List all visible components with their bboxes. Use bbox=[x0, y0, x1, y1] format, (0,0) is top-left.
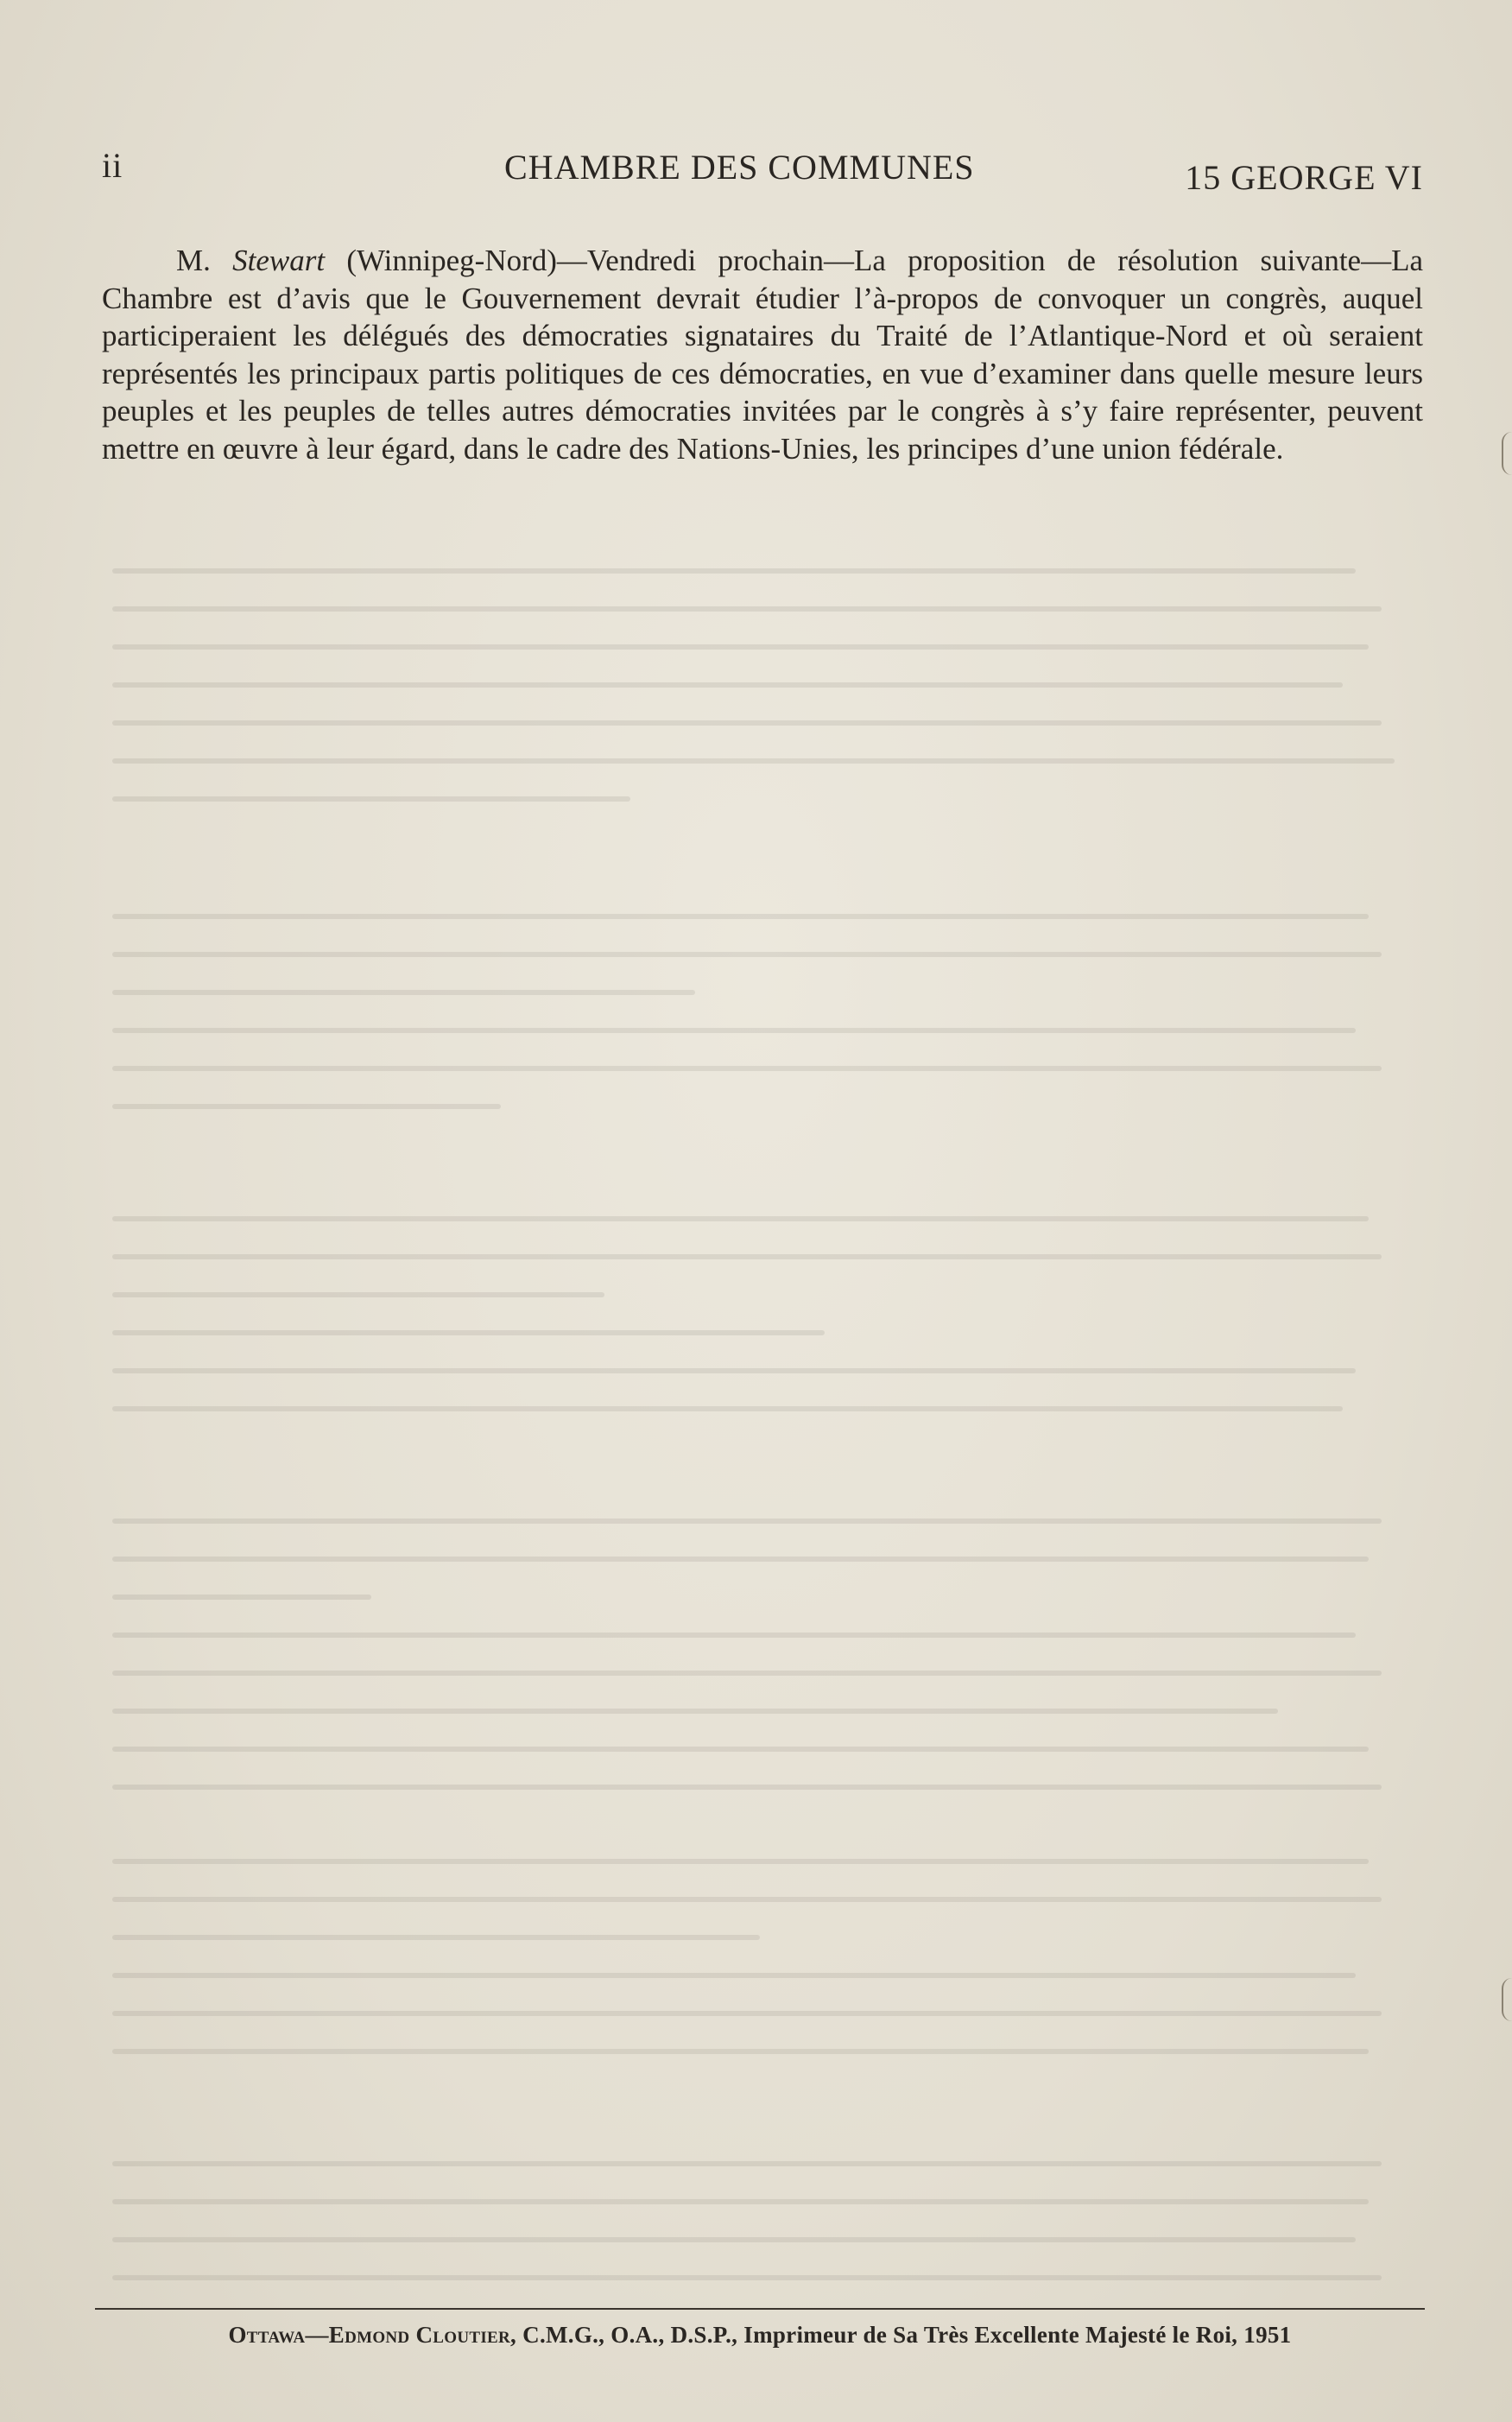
imprint-details: , C.M.G., O.A., D.S.P., Imprimeur de Sa Très Excellente Majesté le Roi, 1951 bbox=[510, 2322, 1292, 2348]
member-title: M. bbox=[176, 244, 211, 277]
imprint-city: Ottawa bbox=[228, 2322, 306, 2348]
running-title: CHAMBRE DES COMMUNES bbox=[504, 148, 975, 187]
imprint-dash: — bbox=[305, 2322, 329, 2348]
notice-text: (Winnipeg-Nord)—Vendredi prochain—La proposition de résolution suivante—La Chambre est d’avis que le Gouvernement devrait étudier l’à-propos de convoquer un congrès, auquel participeraient les délégués des démocraties signataires du Traité de l’Atlantique-Nord et où seraient représentés les principaux partis politiques de ces démocraties, en vue d’examiner dans quelle mesure leurs peuples et les peuples de telles autres démocraties invitées par le congrès à s’y faire représenter, peuvent mettre en œuvre à leur égard, dans le cadre des Nations-Unies, les principes d’une union fédérale. bbox=[102, 244, 1424, 466]
binding-mark bbox=[1502, 432, 1512, 475]
page-number: ii bbox=[102, 146, 123, 185]
regnal-year: 15 GEORGE VI bbox=[1185, 158, 1423, 197]
member-name: Stewart bbox=[232, 244, 326, 277]
footer-rule bbox=[95, 2308, 1425, 2310]
notice-paragraph bbox=[102, 242, 1423, 467]
imprint-printer: Edmond Cloutier bbox=[328, 2322, 511, 2348]
binding-mark bbox=[1502, 1978, 1512, 2021]
page-header bbox=[102, 145, 1423, 197]
imprint-footer bbox=[95, 2322, 1425, 2349]
